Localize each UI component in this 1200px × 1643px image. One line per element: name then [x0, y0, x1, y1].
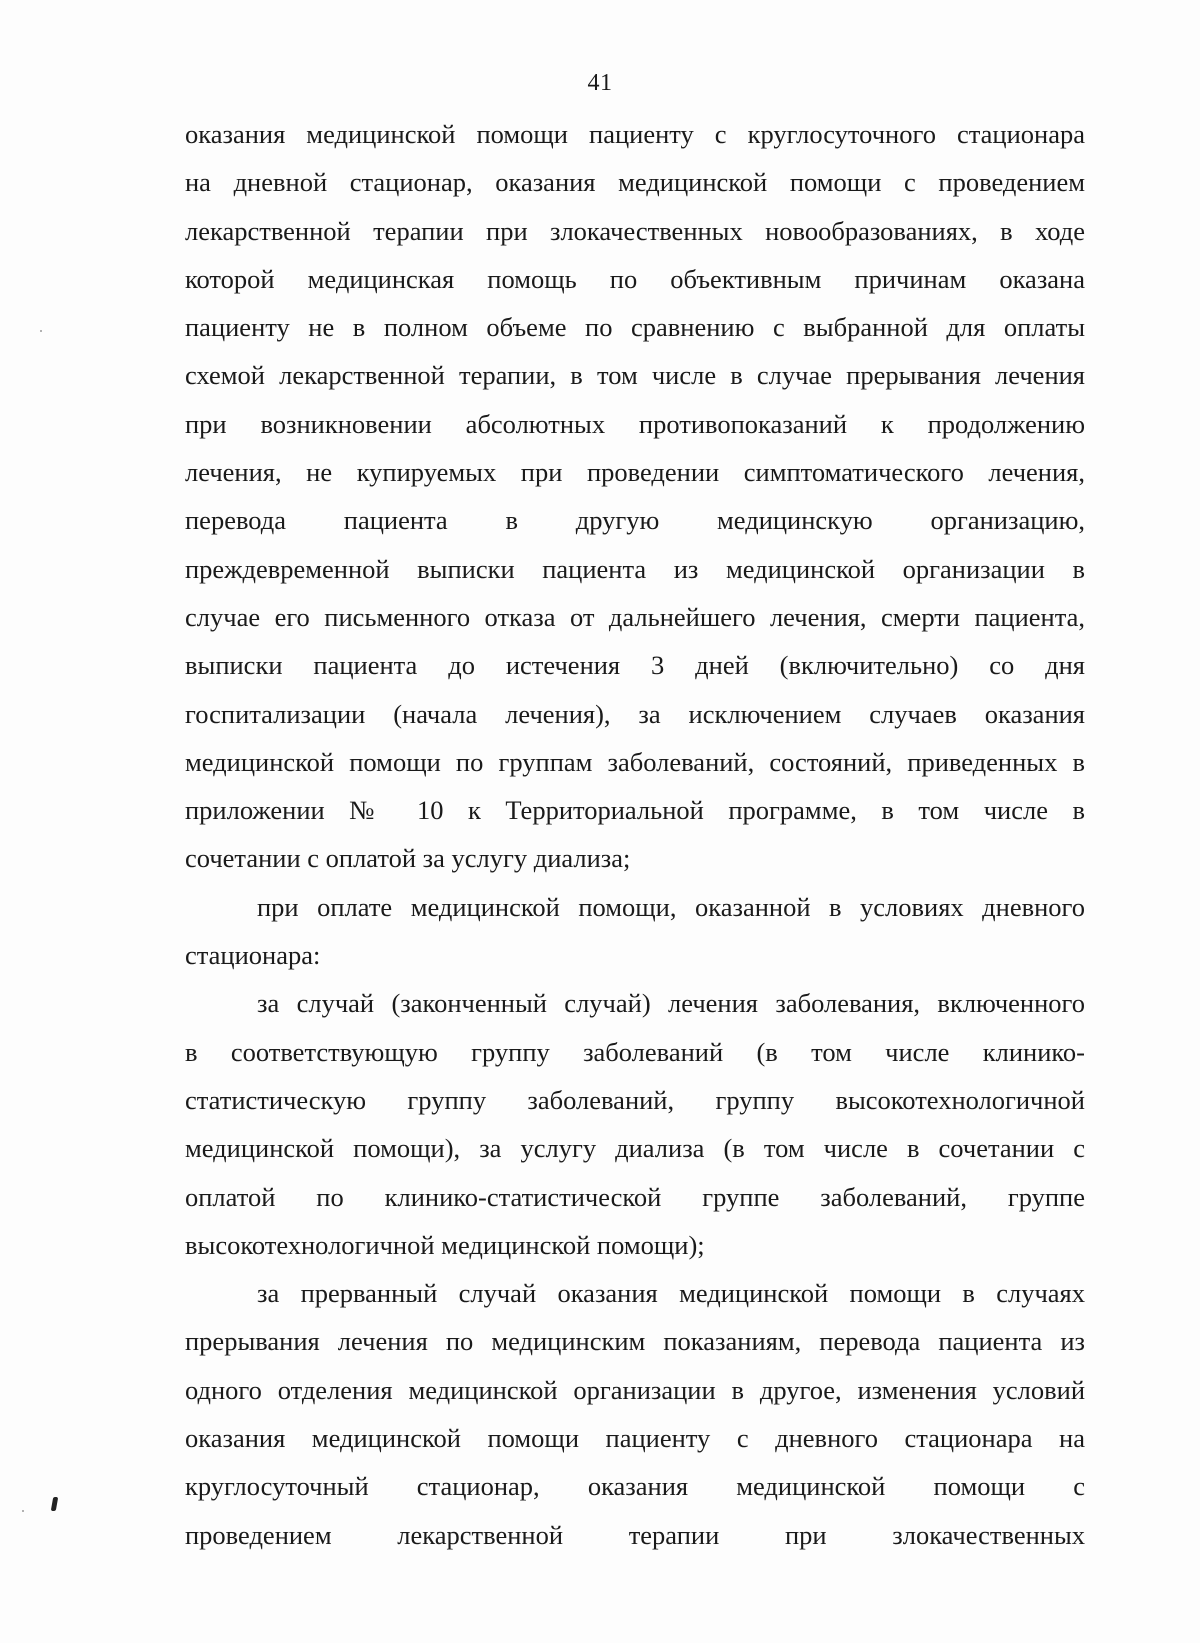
- text-line: оказания медицинской помощи пациенту с круглосуточного стационара: [185, 119, 1085, 149]
- text-line: одного отделения медицинской организации в другое, изменения условий: [185, 1374, 1085, 1405]
- text-line: прерывания лечения по медицинским показаниям, перевода пациента из: [185, 1326, 1085, 1357]
- text-line: при возникновении абсолютных противопоказаний к продолжению: [185, 408, 1085, 439]
- text-line: приложении № 10 к Территориальной программе, в том числе в: [185, 795, 1085, 826]
- text-line: проведением лекарственной терапии при злокачественных: [185, 1519, 1085, 1550]
- text-line: которой медицинская помощь по объективным причинам оказана: [185, 263, 1085, 294]
- text-line: выписки пациента до истечения 3 дней (включительно) со дня: [185, 650, 1085, 681]
- text-line: в соответствующую группу заболеваний (в том числе клинико-: [185, 1036, 1085, 1067]
- text-line: случае его письменного отказа от дальнейшего лечения, смерти пациента,: [185, 601, 1085, 632]
- text-line: преждевременной выписки пациента из медицинской организации в: [185, 553, 1085, 584]
- page-number: 41: [587, 70, 613, 96]
- text-line: высокотехнологичной медицинской помощи);: [185, 1229, 705, 1260]
- text-line: схемой лекарственной терапии, в том числе в случае прерывания лечения: [185, 360, 1085, 391]
- text-line: на дневной стационар, оказания медицинской помощи с проведением: [185, 167, 1085, 198]
- scan-speck: [40, 330, 42, 332]
- text-line: лекарственной терапии при злокачественных новообразованиях, в ходе: [185, 215, 1085, 246]
- text-line: за случай (законченный случай) лечения заболевания, включенного: [257, 988, 1085, 1019]
- text-line: за прерванный случай оказания медицинской помощи в случаях: [257, 1278, 1085, 1309]
- scan-speck: [22, 1510, 24, 1512]
- text-line: перевода пациента в другую медицинскую организацию,: [185, 505, 1085, 536]
- text-line: сочетании с оплатой за услугу диализа;: [185, 843, 631, 874]
- scan-mark: [51, 1497, 58, 1511]
- text-line: госпитализации (начала лечения), за исключением случаев оказания: [185, 698, 1085, 729]
- text-line: оплатой по клинико-статистической группе заболеваний, группе: [185, 1181, 1085, 1212]
- text-line: лечения, не купируемых при проведении симптоматического лечения,: [185, 457, 1085, 488]
- text-line: стационара:: [185, 940, 321, 971]
- text-line: медицинской помощи), за услугу диализа (в том числе в сочетании с: [185, 1133, 1085, 1164]
- text-line: круглосуточный стационар, оказания медицинской помощи с: [185, 1471, 1085, 1502]
- text-line: статистическую группу заболеваний, группу высокотехнологичной: [185, 1084, 1085, 1115]
- text-line: пациенту не в полном объеме по сравнению с выбранной для оплаты: [185, 312, 1085, 343]
- body-text: [185, 110, 1085, 1559]
- text-line: при оплате медицинской помощи, оказанной в условиях дневного: [257, 891, 1085, 922]
- text-line: медицинской помощи по группам заболеваний, состояний, приведенных в: [185, 746, 1085, 777]
- text-line: оказания медицинской помощи пациенту с дневного стационара на: [185, 1423, 1085, 1454]
